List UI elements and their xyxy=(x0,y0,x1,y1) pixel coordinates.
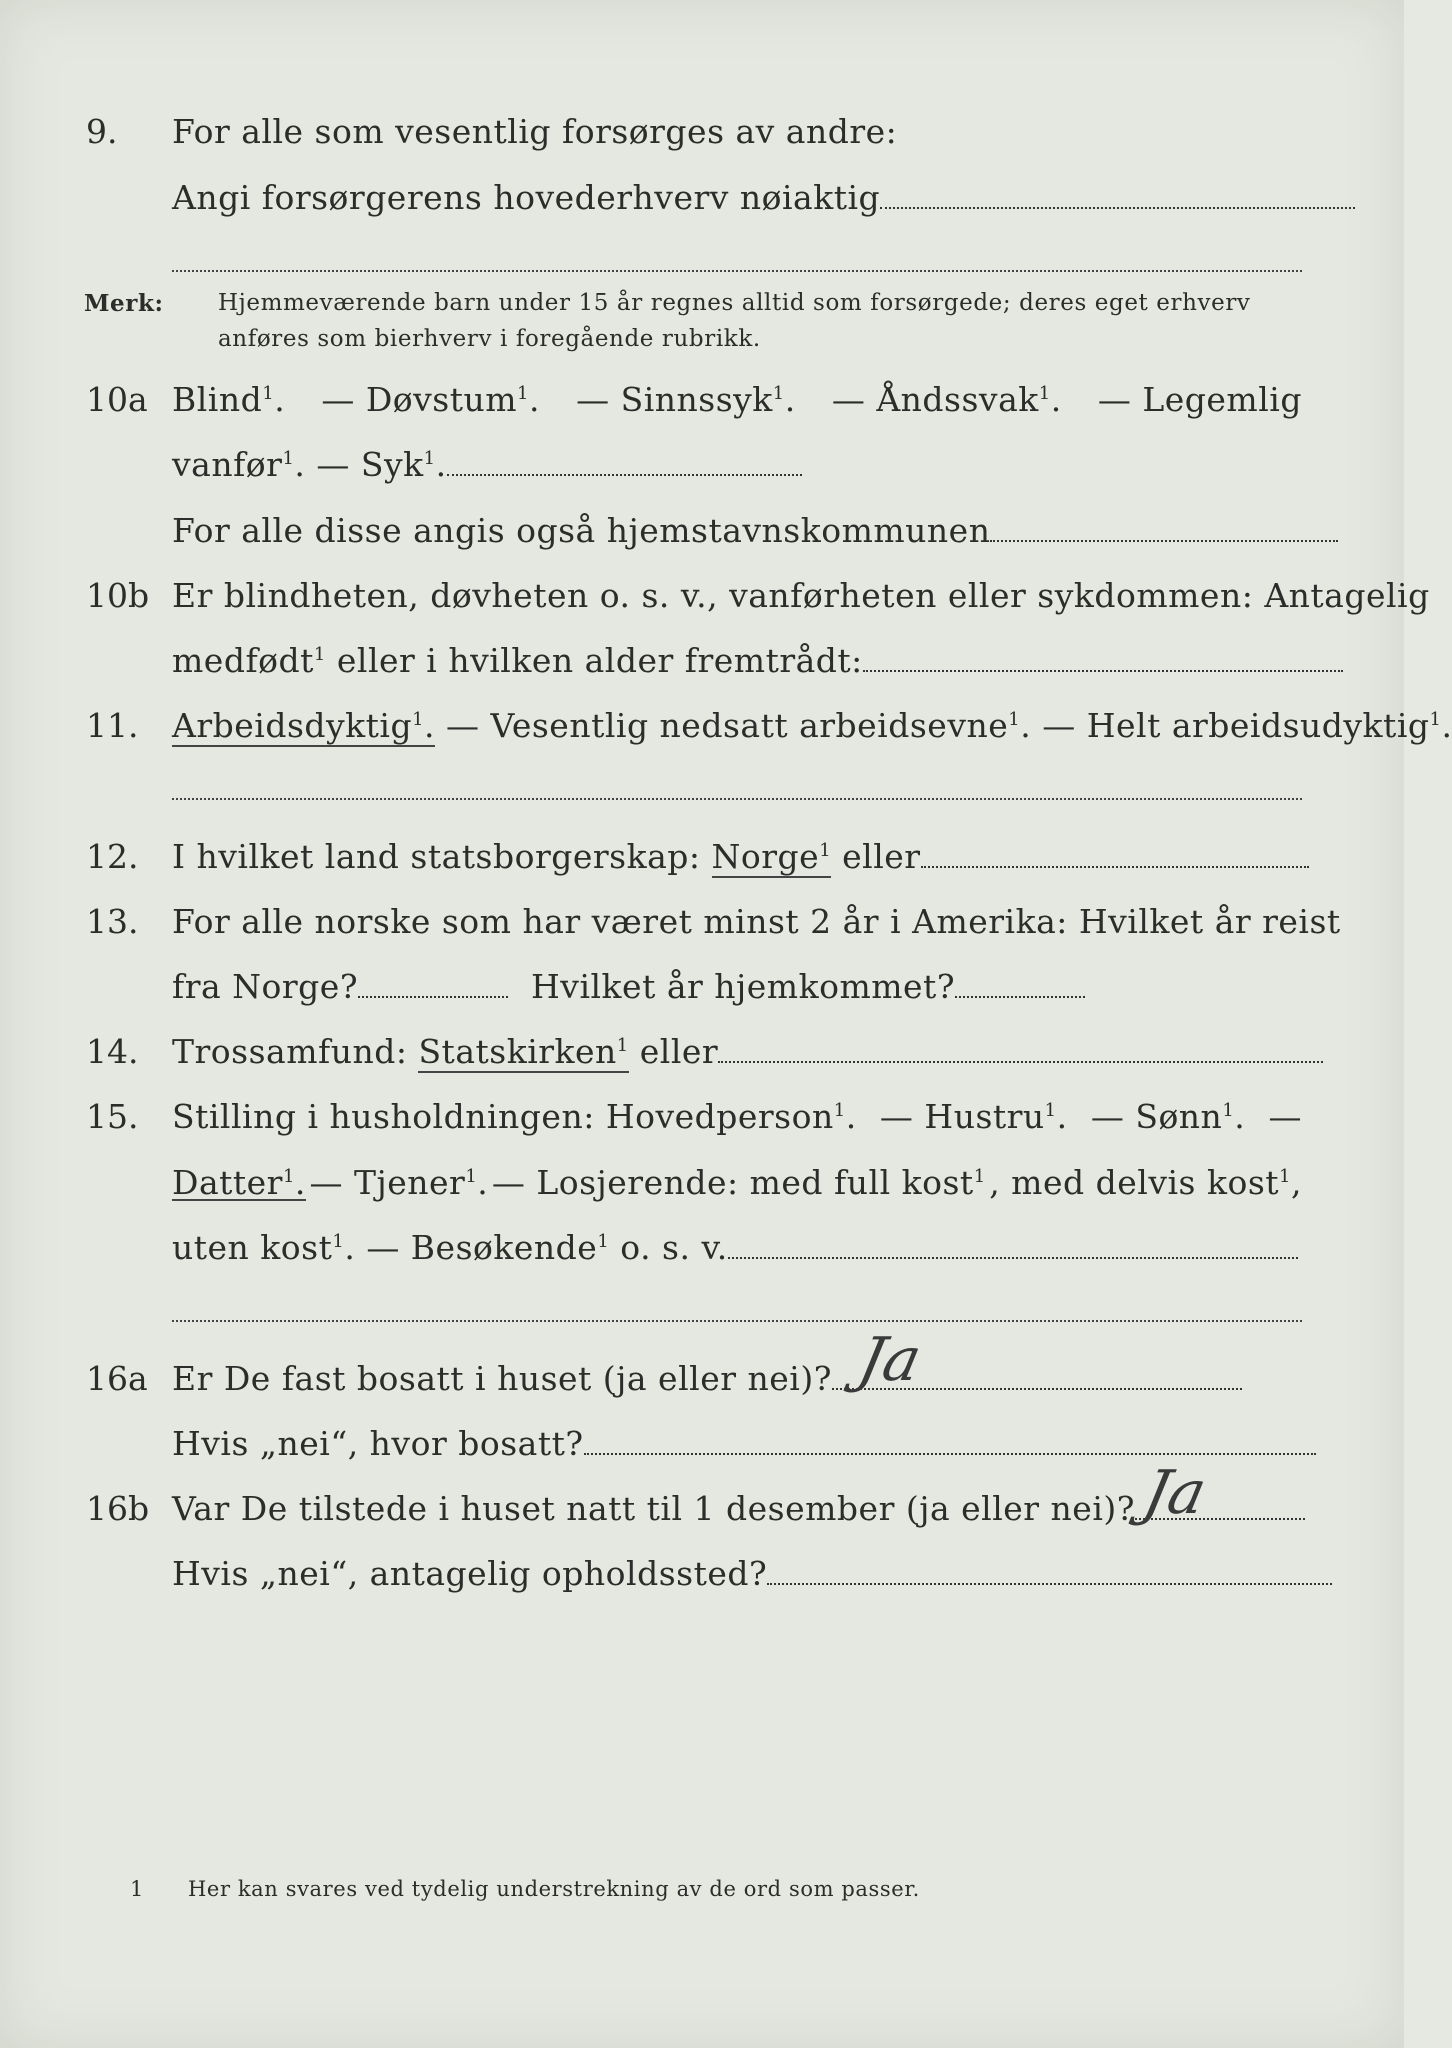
q10a-opt-dovstum[interactable]: — Døvstum$^1$. xyxy=(321,380,540,419)
q14-answer-field[interactable] xyxy=(718,1061,1323,1063)
q16a-handwritten-answer: Ja xyxy=(852,1325,928,1395)
q16a-line1 xyxy=(172,1359,1242,1398)
q16b-followup: Hvis „nei“, antagelig opholdssted? xyxy=(172,1554,768,1593)
q15-opt-hovedperson[interactable]: Stilling i husholdningen: Hovedperson$^1$. xyxy=(172,1097,857,1136)
merk-line2: anføres som bierhverv i foregående rubrikk. xyxy=(218,326,761,352)
q16b-line1 xyxy=(172,1489,1305,1528)
q10b-answer-field[interactable] xyxy=(863,670,1343,672)
q15-line3 xyxy=(172,1228,1298,1267)
q11-number: 11. xyxy=(86,706,139,745)
q13-reist-field[interactable] xyxy=(358,996,508,998)
q15-opt-besokende[interactable]: — Besøkende$^1$ xyxy=(366,1228,610,1267)
q15-line1 xyxy=(172,1097,1302,1136)
q10b-opt-medfodt[interactable]: medfødt$^1$ xyxy=(172,641,326,680)
q10a-line2 xyxy=(172,445,802,484)
q10a-opt-syk[interactable]: — Syk$^1$. xyxy=(316,445,447,484)
q10a-line1 xyxy=(172,380,1302,419)
q15-answer-field[interactable] xyxy=(728,1257,1298,1259)
q9-line2-text: Angi forsørgerens hovederhverv nøiaktig xyxy=(172,178,881,217)
q15-opt-hustru[interactable]: — Hustru$^1$. xyxy=(879,1097,1068,1136)
q15-line2 xyxy=(172,1163,1302,1202)
q14-eller: eller xyxy=(639,1032,719,1071)
q13-line1: For alle norske som har været minst 2 år i Amerika: Hvilket år reist xyxy=(172,902,1341,941)
q13-hjemkommet-field[interactable] xyxy=(955,996,1085,998)
q10a-opt-sinnssyk[interactable]: — Sinnssyk$^1$. xyxy=(576,380,796,419)
q9-answer-line[interactable] xyxy=(172,270,1302,272)
q11-opt-udyktig[interactable]: — Helt arbeidsudyktig$^1$. xyxy=(1042,706,1452,745)
q16b-question: Var De tilstede i huset natt til 1 desember (ja eller nei)? xyxy=(172,1489,1135,1528)
q11-opt-arbeidsdyktig[interactable]: Arbeidsdyktig$^1$. xyxy=(172,706,436,745)
footnote-text: Her kan svares ved tydelig understrekning av de ord som passer. xyxy=(188,1877,920,1901)
q10a-syk-field[interactable] xyxy=(447,474,802,476)
q9-answer-field[interactable] xyxy=(880,207,1355,209)
q13-reist-label: fra Norge? xyxy=(172,967,359,1006)
q15-opt-datter[interactable]: Datter$^1$. xyxy=(172,1163,306,1202)
q10b-line2 xyxy=(172,641,1343,680)
q15-opt-sonn[interactable]: — Sønn$^1$. xyxy=(1090,1097,1246,1136)
q16a-question: Er De fast bosatt i huset (ja eller nei)? xyxy=(172,1359,832,1398)
q16a-followup-field[interactable] xyxy=(584,1453,1316,1455)
footnote-mark: 1 xyxy=(130,1877,144,1901)
q15-number: 15. xyxy=(86,1097,139,1136)
q10a-opt-legemlig[interactable]: — Legemlig xyxy=(1097,380,1302,419)
q15-opt-full-kost[interactable]: — Losjerende: med full kost$^1$ xyxy=(491,1163,986,1202)
q10b-line1: Er blindheten, døvheten o. s. v., vanførheten eller sykdommen: Antagelig xyxy=(172,576,1430,615)
q10a-hjemstavn-field[interactable] xyxy=(990,540,1338,542)
q10a-opt-vanfor[interactable]: vanfør$^1$. xyxy=(172,445,306,484)
q16a-followup: Hvis „nei“, hvor bosatt? xyxy=(172,1424,584,1463)
q16b-line2 xyxy=(172,1554,1332,1593)
q13-number: 13. xyxy=(86,902,139,941)
q16a-number: 16a xyxy=(86,1359,148,1398)
q12-text: I hvilket land statsborgerskap: xyxy=(172,837,701,876)
q14-opt-statskirken[interactable]: Statskirken$^1$ xyxy=(418,1032,629,1071)
q10a-line3 xyxy=(172,511,1338,550)
q12-number: 12. xyxy=(86,837,139,876)
q16b-followup-field[interactable] xyxy=(767,1583,1332,1585)
q16b-handwritten-answer: Ja xyxy=(1137,1458,1213,1528)
q11-line1 xyxy=(172,706,1452,745)
q12-answer-field[interactable] xyxy=(921,866,1309,868)
q11-answer-line[interactable] xyxy=(172,798,1302,800)
q9-line1: For alle som vesentlig forsørges av andre: xyxy=(172,112,898,151)
q9-line2 xyxy=(172,178,1355,217)
q16a-line2 xyxy=(172,1424,1316,1463)
q14-text: Trossamfund: xyxy=(172,1032,408,1071)
q13-hjemkommet-label: Hvilket år hjemkommet? xyxy=(531,967,956,1006)
q14-line1 xyxy=(172,1032,1323,1071)
q12-eller: eller xyxy=(842,837,921,876)
q13-line2 xyxy=(172,967,1085,1006)
q15-opt-tjener[interactable]: — Tjener$^1$. xyxy=(309,1163,489,1202)
q15-opt-delvis-kost[interactable]: , med delvis kost$^1$, xyxy=(989,1163,1302,1202)
q10b-number: 10b xyxy=(86,576,150,615)
merk-label: Merk: xyxy=(84,290,164,317)
q15-answer-line[interactable] xyxy=(172,1320,1302,1322)
q9-number: 9. xyxy=(86,112,118,151)
q16b-number: 16b xyxy=(86,1489,150,1528)
q12-opt-norge[interactable]: Norge$^1$ xyxy=(711,837,832,876)
q10b-line2-text: eller i hvilken alder fremtrådt: xyxy=(336,641,863,680)
q14-number: 14. xyxy=(86,1032,139,1071)
q10a-number: 10a xyxy=(86,380,148,419)
q15-opt-uten-kost[interactable]: uten kost$^1$. xyxy=(172,1228,356,1267)
q15-dash: — xyxy=(1268,1097,1302,1136)
q12-line1 xyxy=(172,837,1309,876)
q15-osv: o. s. v. xyxy=(620,1228,728,1267)
q10a-opt-blind[interactable]: Blind$^1$. xyxy=(172,380,286,419)
q10a-line3-text: For alle disse angis også hjemstavnskommunen xyxy=(172,511,991,550)
q10a-opt-andssvak[interactable]: — Åndssvak$^1$. xyxy=(831,380,1062,419)
merk-line1: Hjemmeværende barn under 15 år regnes alltid som forsørgede; deres eget erhverv xyxy=(218,290,1251,316)
q11-opt-nedsatt[interactable]: — Vesentlig nedsatt arbeidsevne$^1$. xyxy=(446,706,1032,745)
